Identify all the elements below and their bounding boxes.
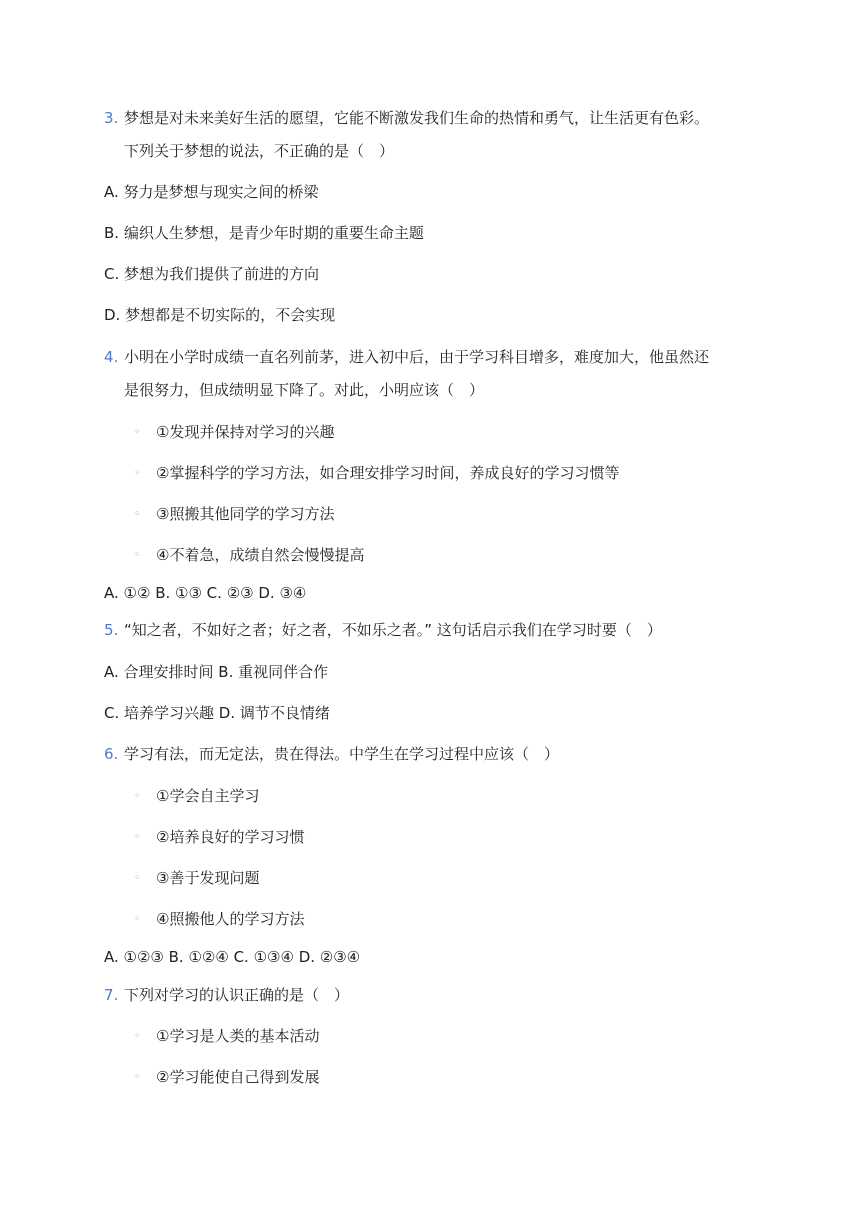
statement-item: ④不着急，成绩自然会慢慢提高	[156, 546, 365, 564]
bullet-icon: ◦	[134, 1070, 141, 1083]
question-stem-line: 下列对学习的认识正确的是（ ）	[124, 986, 350, 1004]
bullet-icon: ◦	[134, 912, 141, 925]
answer-option: C. 培养学习兴趣 D. 调节不良情绪	[104, 704, 330, 722]
answer-option: A. ①② B. ①③ C. ②③ D. ③④	[104, 584, 307, 602]
question-number: 4.	[104, 348, 119, 366]
bullet-icon: ◦	[134, 548, 141, 561]
question-number: 5.	[104, 621, 119, 639]
question-stem-line: “知之者，不如好之者；好之者，不如乐之者。” 这句话启示我们在学习时要（ ）	[124, 621, 662, 639]
statement-item: ③照搬其他同学的学习方法	[156, 505, 335, 523]
answer-option: A. 合理安排时间 B. 重视同伴合作	[104, 663, 329, 681]
question-stem-line: 是很努力，但成绩明显下降了。对此，小明应该（ ）	[124, 381, 485, 399]
answer-option: A. ①②③ B. ①②④ C. ①③④ D. ②③④	[104, 948, 361, 966]
statement-item: ②掌握科学的学习方法，如合理安排学习时间，养成良好的学习习惯等	[156, 464, 620, 482]
statement-item: ④照搬他人的学习方法	[156, 910, 305, 928]
statement-item: ②培养良好的学习习惯	[156, 828, 305, 846]
bullet-icon: ◦	[134, 507, 141, 520]
statement-item: ①学会自主学习	[156, 787, 260, 805]
bullet-icon: ◦	[134, 871, 141, 884]
question-stem-line: 下列关于梦想的说法，不正确的是（ ）	[124, 142, 395, 160]
bullet-icon: ◦	[134, 425, 141, 438]
answer-option: C. 梦想为我们提供了前进的方向	[104, 265, 320, 283]
bullet-icon: ◦	[134, 830, 141, 843]
question-number: 7.	[104, 986, 119, 1004]
bullet-icon: ◦	[134, 1029, 141, 1042]
answer-option: A. 努力是梦想与现实之间的桥梁	[104, 183, 319, 201]
bullet-icon: ◦	[134, 789, 141, 802]
statement-item: ②学习能使自己得到发展	[156, 1068, 320, 1086]
statement-item: ①发现并保持对学习的兴趣	[156, 423, 335, 441]
question-stem-line: 小明在小学时成绩一直名列前茅，进入初中后，由于学习科目增多，难度加大，他虽然还	[124, 348, 710, 366]
answer-option: B. 编织人生梦想，是青少年时期的重要生命主题	[104, 224, 424, 242]
question-number: 3.	[104, 109, 119, 127]
statement-item: ③善于发现问题	[156, 869, 260, 887]
answer-option: D. 梦想都是不切实际的，不会实现	[104, 306, 336, 324]
question-number: 6.	[104, 745, 119, 763]
question-stem-line: 学习有法，而无定法，贵在得法。中学生在学习过程中应该（ ）	[124, 745, 560, 763]
question-stem-line: 梦想是对未来美好生活的愿望，它能不断激发我们生命的热情和勇气，让生活更有色彩。	[124, 109, 710, 127]
statement-item: ①学习是人类的基本活动	[156, 1027, 320, 1045]
bullet-icon: ◦	[134, 466, 141, 479]
